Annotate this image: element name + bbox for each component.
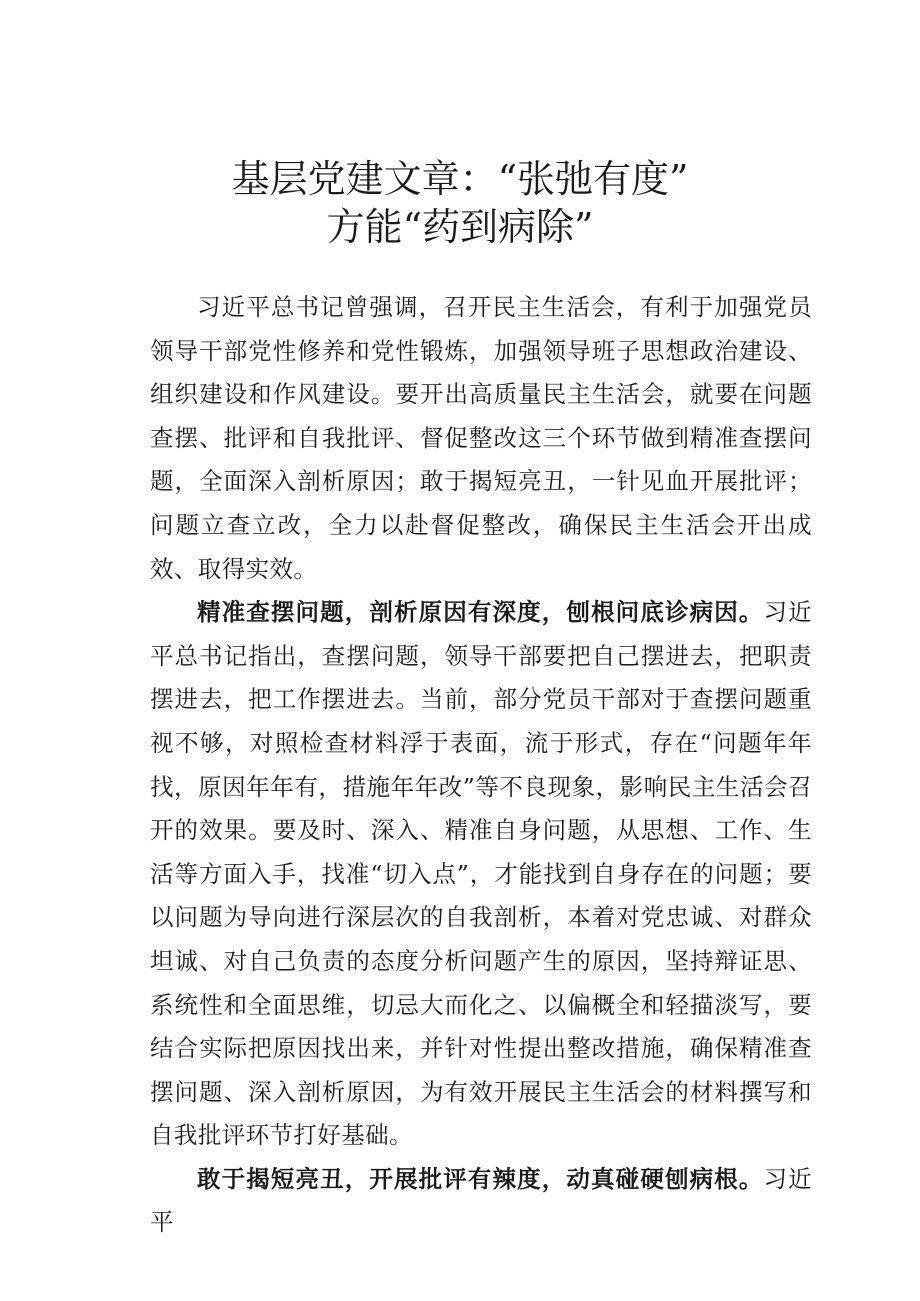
paragraph-2-text: 习近平总书记指出，查摆问题，领导干部要把自己摆进去，把职责摆进去，把工作摆进去。当前，部分党员干部对于查摆问题重视不够，对照检查材料浮于表面，流于形式，存在“问题年年找，原因年年有，措施年年改”等不良现象，影响民主生活会召开的效果。要及时、深入、精准自身问题，从思想、工作、生活等方面入手，找准“切入点”，才能找到自身存在的问题；要以问题为导向进行深层次的自我剖析，本着对党忠诚、对群众坦诚、对自己负责的态度分析问题产生的原因，坚持辩证思、系统性和全面思维，切忌大而化之、以偏概全和轻描淡写，要结合实际把原因找出来，并针对性提出整改措施，确保精准查摆问题、深入剖析原因，为有效开展民主生活会的材料撰写和自我批评环节打好基础。 [150,598,812,1150]
paragraph-3-lead: 敢于揭短亮丑，开展批评有辣度，动真碰硬刨病根。 [197,1164,764,1193]
paragraph-2 [150,591,812,1158]
document-title [0,155,920,251]
paragraph-3 [150,1158,812,1245]
title-line-1: 基层党建文章：“张弛有度” [231,157,689,201]
paragraph-1-text: 习近平总书记曾强调，召开民主生活会，有利于加强党员领导干部党性修养和党性锻炼，加强领导班子思想政治建设、组织建设和作风建设。要开出高质量民主生活会，就要在问题查摆、批评和自我批评、督促整改这三个环节做到精准查摆问题，全面深入剖析原因；敢于揭短亮丑，一针见血开展批评；问题立查立改，全力以赴督促整改，确保民主生活会开出成效、取得实效。 [150,293,812,583]
paragraph-3-text: 习近平 [150,1164,812,1237]
paragraph-1 [150,286,812,591]
paragraph-2-lead: 精准查摆问题，剖析原因有深度，刨根问底诊病因。 [197,598,764,627]
title-line-2: 方能“药到病除” [326,205,594,249]
document-body [150,286,812,1245]
